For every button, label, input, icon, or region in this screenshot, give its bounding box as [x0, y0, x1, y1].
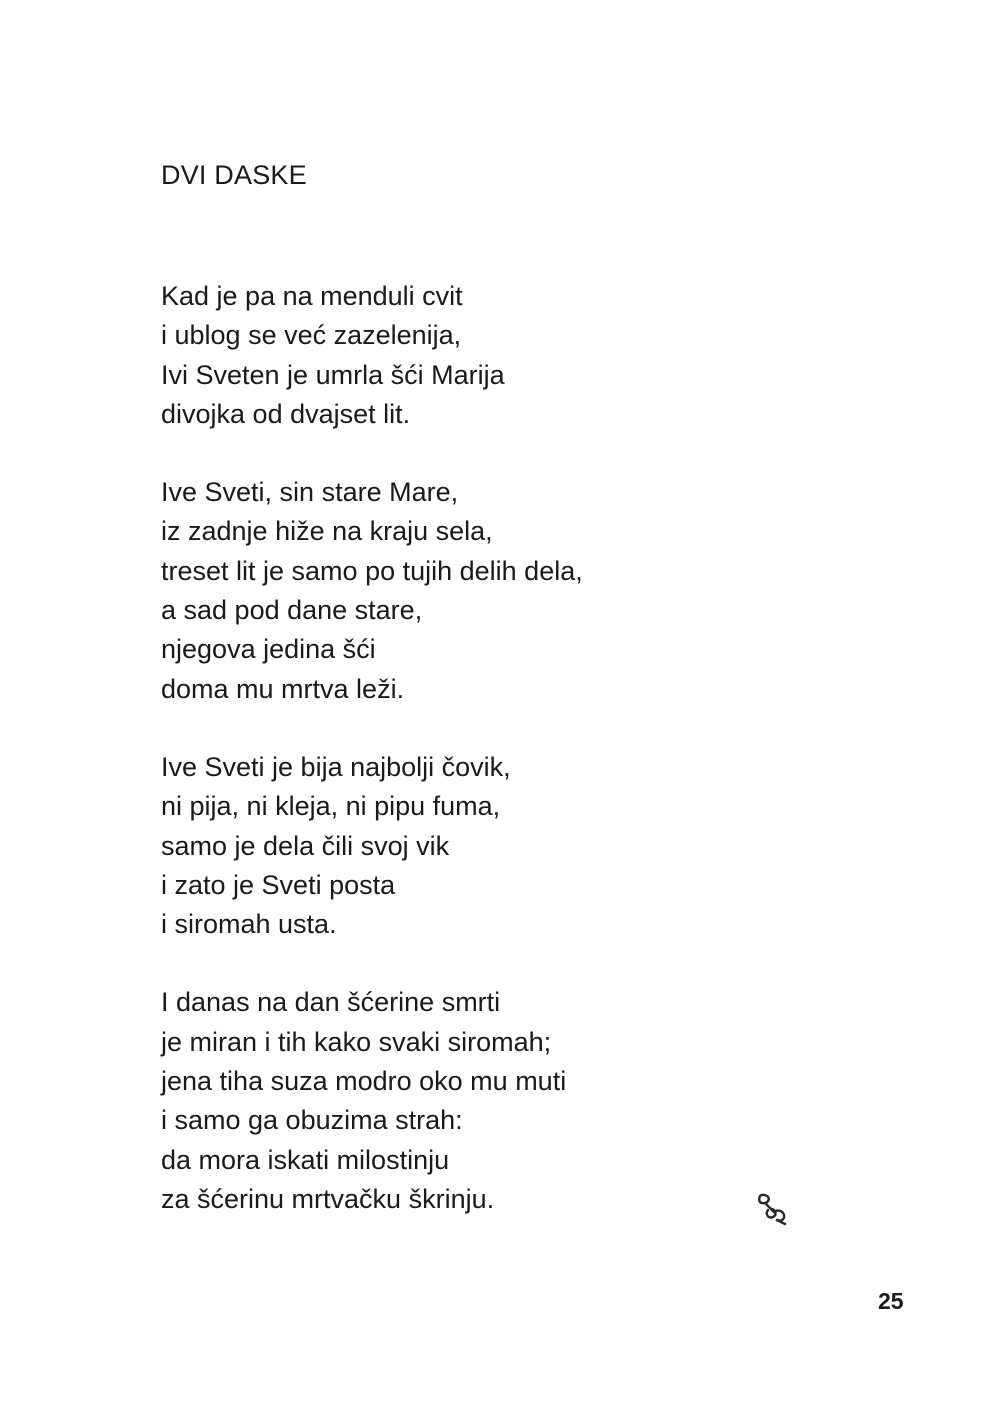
end-ornament-icon [754, 1192, 792, 1226]
poem-title: DVI DASKE [161, 160, 307, 190]
poem-line: i ublog se već zazelenija, [161, 320, 462, 351]
stanza-1 [161, 277, 801, 434]
poem-line: Ive Sveti, sin stare Mare, [161, 477, 459, 508]
poem-line: i samo ga obuzima strah: [161, 1105, 463, 1136]
poem-line: za šćerinu mrtvačku škrinju. [161, 1183, 495, 1214]
poem-line: jena tiha suza modro oko mu muti [161, 1066, 567, 1097]
poem-line: doma mu mrtva leži. [161, 673, 405, 704]
stanza-4 [161, 983, 801, 1219]
poem-line: da mora iskati milostinju [161, 1144, 450, 1175]
poem-line: I danas na dan šćerine smrti [161, 987, 501, 1018]
poem-body [161, 277, 801, 1258]
poem-line: samo je dela čili svoj vik [161, 830, 450, 861]
poem-line: Ive Sveti je bija najbolji čovik, [161, 751, 511, 782]
page-number: 25 [878, 1288, 904, 1314]
stanza-2 [161, 473, 801, 709]
poem-line: ni pija, ni kleja, ni pipu fuma, [161, 791, 501, 822]
poem-line: Kad je pa na menduli cvit [161, 281, 463, 311]
poem-line: Ivi Sveten je umrla šći Marija [161, 359, 505, 390]
poem-line: je miran i tih kako svaki siromah; [161, 1026, 552, 1057]
poem-line: iz zadnje hiže na kraju sela, [161, 516, 493, 547]
poem-line: a sad pod dane stare, [161, 595, 423, 626]
poem-line: treset lit je samo po tujih delih dela, [161, 555, 583, 586]
poem-line: njegova jedina šći [161, 634, 376, 665]
stanza-3 [161, 748, 801, 944]
poem-line: i zato je Sveti posta [161, 869, 396, 900]
poem-line: i siromah usta. [161, 909, 337, 940]
poem-line: divojka od dvajset lit. [161, 398, 411, 429]
